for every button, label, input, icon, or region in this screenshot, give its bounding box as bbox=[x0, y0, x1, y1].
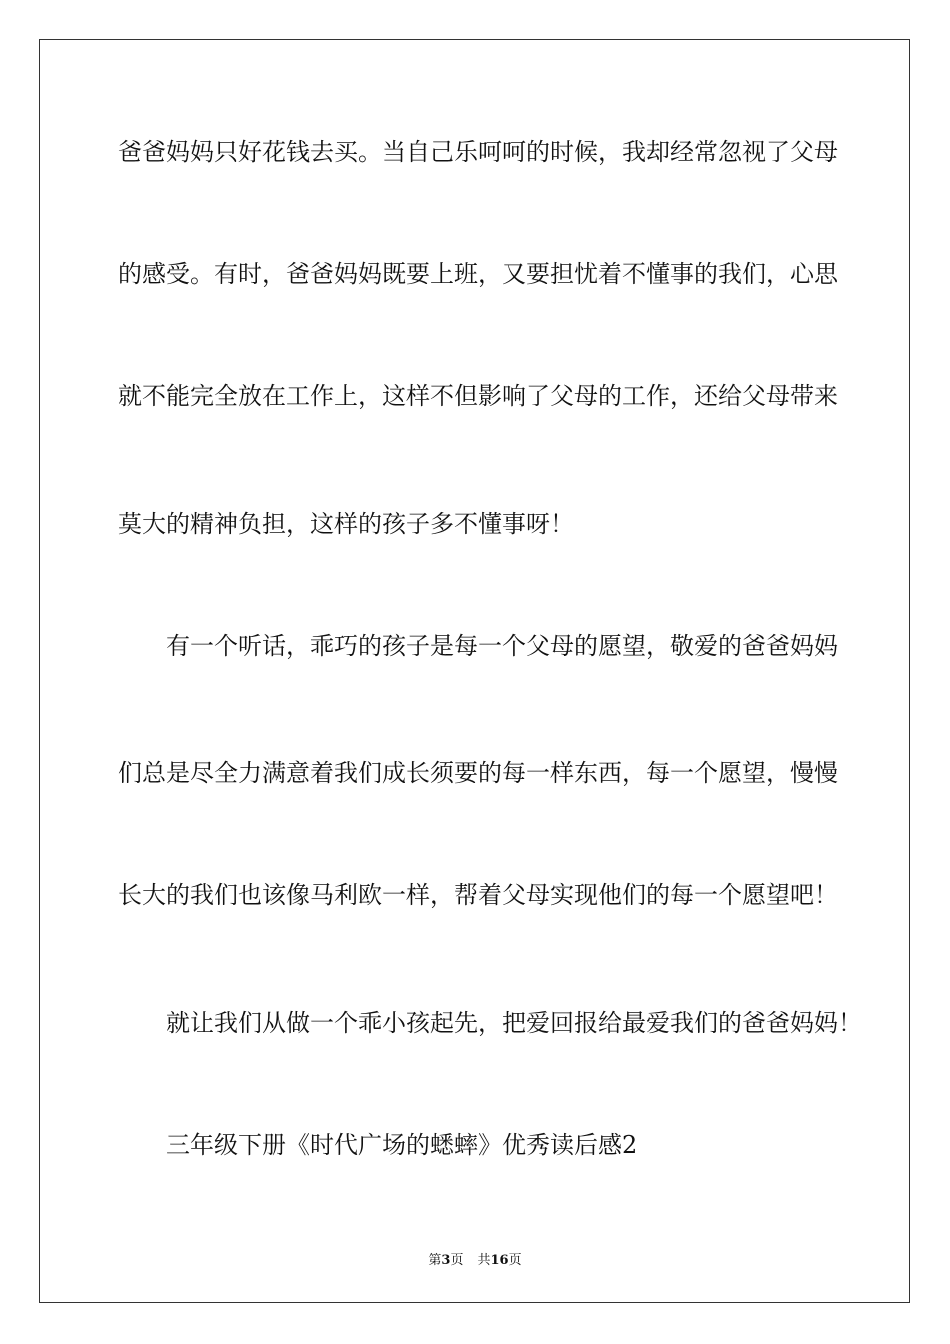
total-suffix: 页 bbox=[508, 1253, 522, 1268]
page-suffix: 页 bbox=[450, 1253, 464, 1268]
page-footer bbox=[0, 1249, 950, 1268]
body-text-line: 们总是尽全力满意着我们成长须要的每一样东西，每一个愿望，慢慢 bbox=[118, 759, 838, 787]
section-heading: 三年级下册《时代广场的蟋蟀》优秀读后感2 bbox=[166, 1131, 638, 1159]
body-text-line: 就不能完全放在工作上，这样不但影响了父母的工作，还给父母带来 bbox=[118, 382, 838, 410]
page-border bbox=[39, 39, 910, 1303]
total-prefix: 共 bbox=[477, 1253, 491, 1268]
body-text-line: 的感受。有时，爸爸妈妈既要上班，又要担忧着不懂事的我们，心思 bbox=[118, 260, 838, 288]
body-text-line: 就让我们从做一个乖小孩起先，把爱回报给最爱我们的爸爸妈妈！ bbox=[166, 1009, 862, 1037]
page-number: 3 bbox=[441, 1253, 451, 1268]
page-prefix: 第 bbox=[428, 1253, 442, 1268]
body-text-line: 长大的我们也该像马利欧一样，帮着父母实现他们的每一个愿望吧！ bbox=[118, 881, 838, 909]
body-text-line: 有一个听话，乖巧的孩子是每一个父母的愿望，敬爱的爸爸妈妈 bbox=[166, 632, 838, 660]
total-pages: 16 bbox=[490, 1253, 509, 1268]
body-text-line: 爸爸妈妈只好花钱去买。当自己乐呵呵的时候，我却经常忽视了父母 bbox=[118, 138, 838, 166]
body-text-line: 莫大的精神负担，这样的孩子多不懂事呀！ bbox=[118, 510, 574, 538]
